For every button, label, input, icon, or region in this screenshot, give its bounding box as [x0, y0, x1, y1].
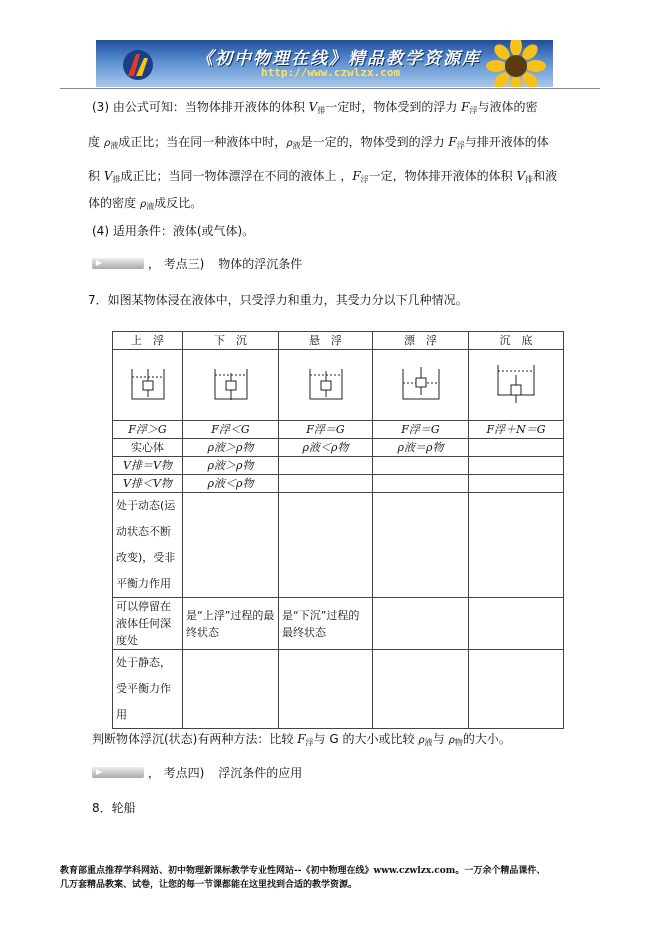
- table-row-density: [113, 439, 564, 457]
- banner-url[interactable]: http://www.czwlzx.com: [261, 66, 401, 79]
- buoyancy-table: [112, 331, 564, 729]
- empty-cell: [373, 650, 469, 729]
- force-cell: F浮＝G: [373, 421, 469, 439]
- table-row-force: [113, 421, 564, 439]
- play-icon: [92, 767, 144, 778]
- diagram-cell: [113, 350, 183, 421]
- empty-cell: [279, 457, 373, 475]
- section-heading-4: ， 考点四) 浮沉条件的应用: [92, 764, 302, 781]
- v-eq-cell: V排＝V物: [113, 457, 183, 475]
- static-cell: 处于静态，受平衡力作用: [113, 650, 183, 729]
- empty-cell: [469, 457, 564, 475]
- item-7: 7．如图某物体浸在液体中，只受浮力和重力，其受力分以下几种情况。: [88, 293, 468, 307]
- footer-line-2: 几万套精品教案、试卷，让您的每一节课都能在这里找到合适的教学资源。: [60, 880, 358, 890]
- dynamic-cell: 处于动态(运动状态不断改变)，受非平衡力作用: [113, 493, 183, 598]
- para-3-line2: 度 $\rho_液$成正比；当在同一种液体中时，$\rho_液$是一定的，物体受到的浮力 $F_浮$与排开液体的体: [88, 135, 549, 150]
- empty-cell: [279, 493, 373, 598]
- empty-cell: [373, 475, 469, 493]
- empty-cell: [469, 475, 564, 493]
- empty-cell: [469, 650, 564, 729]
- density-cell: ρ液＜ρ物: [279, 439, 373, 457]
- sinking-object-diagram: [211, 363, 251, 403]
- empty-cell: [469, 598, 564, 650]
- empty-cell: [469, 493, 564, 598]
- table-row-final: [113, 598, 564, 650]
- page-footer: [60, 864, 620, 892]
- para-4: (4) 适用条件：液体(或气体)。: [92, 224, 255, 238]
- judge-text: 判断物体浮沉(状态)有两种方法：比较 $F_浮$与 G 的大小或比较 $\rho_液$与 $\rho_物$的大小。: [92, 732, 511, 747]
- footer-line-1: 教育部重点推荐学科网站、初中物理新课标教学专业性网站--《初中物理在线》www.czwlzx.com。一万余个精品课件、: [60, 866, 546, 876]
- diagram-cell: [183, 350, 279, 421]
- density-lt-cell: ρ液＜ρ物: [183, 475, 279, 493]
- stay-cell: 可以停留在液体任何深度处: [113, 598, 183, 650]
- header-cell: 悬 浮: [279, 332, 373, 350]
- table-row-veq: [113, 457, 564, 475]
- item-8: 8．轮船: [92, 801, 136, 815]
- table-row-dynamic: [113, 493, 564, 598]
- para-3-line3: 积 $V_排$成正比；当同一物体漂浮在不同的液体上 ，$F_浮$一定，物体排开液体的体积 $V_排$和液: [88, 169, 558, 184]
- empty-cell: [373, 457, 469, 475]
- diagram-cell: [469, 350, 564, 421]
- play-icon: [92, 258, 144, 269]
- final-up-cell: 是“上浮”过程的最终状态: [183, 598, 279, 650]
- empty-cell: [373, 598, 469, 650]
- bottom-object-diagram: [494, 361, 538, 405]
- header-cell: 下 沉: [183, 332, 279, 350]
- section-heading-3: ， 考点三) 物体的浮沉条件: [92, 255, 302, 272]
- floating-object-diagram: [399, 363, 443, 403]
- shixin-label: 实心体: [113, 439, 183, 457]
- force-cell: F浮＋N＝G: [469, 421, 564, 439]
- table-row-vlt: [113, 475, 564, 493]
- header-cell: 沉 底: [469, 332, 564, 350]
- header-rule: [60, 88, 600, 89]
- diagram-cell: [373, 350, 469, 421]
- header-cell: 上 浮: [113, 332, 183, 350]
- table-diagram-row: [113, 350, 564, 421]
- density-gt-cell: ρ液＞ρ物: [183, 457, 279, 475]
- banner-title: 《初中物理在线》精品教学资源库: [196, 49, 481, 69]
- empty-cell: [279, 475, 373, 493]
- header-banner: [96, 40, 553, 87]
- empty-cell: [183, 650, 279, 729]
- sunflower-icon: [471, 40, 553, 87]
- empty-cell: [279, 650, 373, 729]
- final-down-cell: 是“下沉”过程的最终状态: [279, 598, 373, 650]
- table-row-static: [113, 650, 564, 729]
- density-cell: ρ液＞ρ物: [183, 439, 279, 457]
- density-cell: ρ液＝ρ物: [373, 439, 469, 457]
- rising-object-diagram: [128, 363, 168, 403]
- para-3-line4: 体的密度 $\rho_液$成反比。: [88, 196, 203, 211]
- table-header-row: [113, 332, 564, 350]
- force-cell: F浮＞G: [113, 421, 183, 439]
- diagram-cell: [279, 350, 373, 421]
- para-3-line1: (3) 由公式可知：当物体排开液体的体积 $V_排$一定时，物体受到的浮力 $F_浮$与液体的密: [92, 100, 538, 115]
- empty-cell: [373, 493, 469, 598]
- empty-cell: [469, 439, 564, 457]
- suspended-object-diagram: [306, 363, 346, 403]
- v-lt-cell: V排＜V物: [113, 475, 183, 493]
- header-cell: 漂 浮: [373, 332, 469, 350]
- logo-icon: [120, 48, 156, 82]
- force-cell: F浮＝G: [279, 421, 373, 439]
- empty-cell: [183, 493, 279, 598]
- force-cell: F浮＜G: [183, 421, 279, 439]
